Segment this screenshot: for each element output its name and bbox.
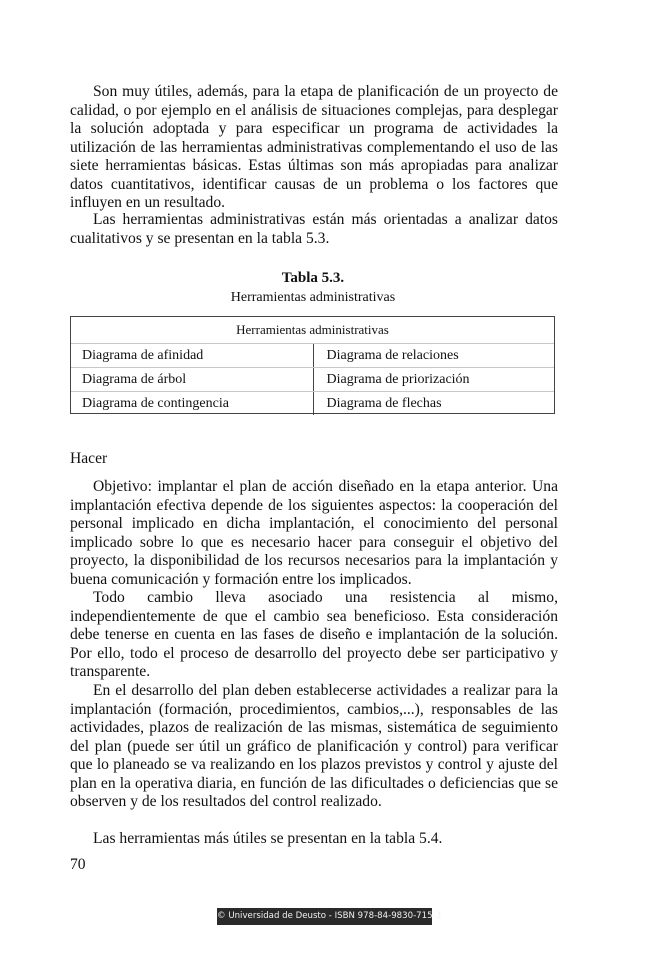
table-cell: Diagrama de flechas [313, 392, 555, 415]
table-cell: Diagrama de contingencia [82, 396, 229, 411]
table-title: Herramientas administrativas [230, 290, 396, 305]
table-row [71, 368, 554, 392]
paragraph-plan-development: En el desarrollo del plan deben establecerse actividades a realizar para la implantación (formación, procedimientos, cambios,...), responsables de las actividades, plazos de realización de las mismas, sistemática de seguimiento del plan (puede ser útil un gráfico de planificación y control) para verificar que lo planeado se va realizando en los plazos previstos y control y ajuste del plan en la operativa diaria, en función de las dificultades o deficiencias que se observen y de los resultados del control realizado. [70, 682, 558, 810]
table-header: Herramientas administrativas [71, 317, 554, 344]
paragraph-administrative-tools: Las herramientas administrativas están más orientadas a analizar datos cualitativos y se presentan en la tabla 5.3. [70, 211, 558, 247]
paragraph-objective: Objetivo: implantar el plan de acción diseñado en la etapa anterior. Una implantación efectiva depende de los siguientes aspectos: la cooperación del personal implicado en dicha implantación, el conocimiento del personal implicado sobre lo que es necesario hacer para conseguir el objetivo del proyecto, la disponibilidad de los recursos necesarios para la implantación y buena comunicación y formación entre los implicados. [70, 478, 558, 588]
copyright-footer: © Universidad de Deusto - ISBN 978-84-9830-715-3 [217, 908, 432, 925]
table-cell: Diagrama de relaciones [313, 344, 555, 367]
paragraph-intro: Son muy útiles, además, para la etapa de planificación de un proyecto de calidad, o por ejemplo en el análisis de situaciones complejas, para desplegar la solución adoptada y para especificar un programa de actividades la utilización de las herramientas administrativas complementando el uso de las siete herramientas básicas. Estas últimas son más apropiadas para analizar datos cuantitativos, identificar causas de un problema o los factores que influyen en un resultado. [70, 83, 558, 211]
table-row [71, 344, 554, 368]
table-number: Tabla 5.3. [281, 270, 345, 286]
page-number: 70 [70, 856, 86, 873]
table-row [71, 392, 554, 415]
table-cell: Diagrama de priorización [313, 368, 555, 391]
table-cell: Diagrama de afinidad [82, 348, 204, 363]
tools-table [70, 316, 555, 414]
paragraph-resistance: Todo cambio lleva asociado una resistencia al mismo, independientemente de que el cambio sea beneficioso. Esta consideración debe tenerse en cuenta en las fases de diseño e implantación de la solución. Por ello, todo el proceso de desarrollo del proyecto debe ser participativo y transparente. [70, 589, 558, 680]
section-heading: Hacer [70, 450, 108, 467]
table-cell: Diagrama de árbol [82, 372, 187, 387]
paragraph-tools-reference: Las herramientas más útiles se presentan en la tabla 5.4. [93, 830, 443, 847]
